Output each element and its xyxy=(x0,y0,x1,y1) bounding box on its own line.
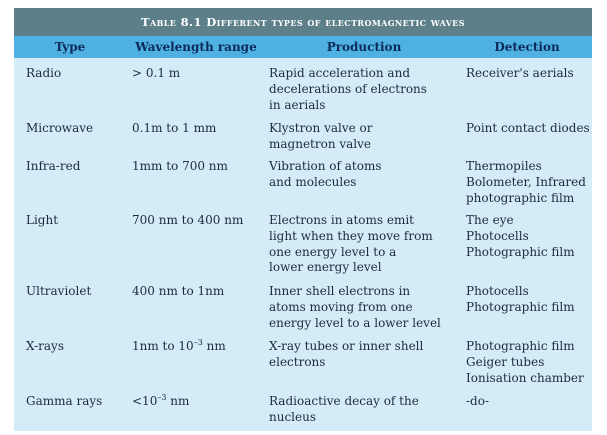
cell-detection: -do- xyxy=(466,394,490,408)
cell-detection: Point contact diodes xyxy=(466,121,590,135)
cell-type: Microwave xyxy=(26,121,94,135)
cell-type: Radio xyxy=(26,66,62,80)
cell-production: Electrons in atoms emit light when they move from one energy level to a lower energy level xyxy=(269,213,433,275)
cell-production: Vibration of atoms and molecules xyxy=(269,159,382,189)
table-title: Different types of electromagnetic waves xyxy=(206,15,465,29)
cell-range: 1nm to $10^{-3}$ nm xyxy=(132,338,226,353)
cell-detection: Photocells Photographic film xyxy=(466,284,575,314)
table-header-row xyxy=(14,36,592,58)
cell-production: Radioactive decay of the nucleus xyxy=(269,394,419,424)
table-row xyxy=(14,159,592,213)
cell-detection: The eye Photocells Photographic film xyxy=(466,213,575,259)
cell-production: Rapid acceleration and decelerations of electrons in aerials xyxy=(269,66,427,112)
cell-range: 700 nm to 400 nm xyxy=(132,213,244,227)
table-number: Table 8.1 xyxy=(141,15,202,29)
cell-range: 400 nm to 1nm xyxy=(132,284,225,298)
cell-range: $<10^{-3}$ nm xyxy=(132,393,190,408)
cell-detection: Photographic film Geiger tubes Ionisation chamber xyxy=(466,339,584,385)
header-production: Production xyxy=(326,40,402,54)
cell-type: Gamma rays xyxy=(26,394,103,408)
table-row xyxy=(14,213,592,284)
header-detection: Detection xyxy=(494,40,560,54)
table-caption xyxy=(14,8,592,36)
table-row xyxy=(14,394,592,430)
cell-detection: Receiver's aerials xyxy=(466,66,574,80)
cell-production: Klystron valve or magnetron valve xyxy=(269,121,373,151)
cell-range: 0.1m to 1 mm xyxy=(132,121,217,135)
table-row xyxy=(14,121,592,159)
cell-detection: Thermopiles Bolometer, Infrared photographic film xyxy=(466,159,586,205)
table-row xyxy=(14,66,592,121)
table-row xyxy=(14,284,592,339)
header-wavelength-range: Wavelength range xyxy=(135,40,257,54)
cell-range: > 0.1 m xyxy=(132,66,181,80)
cell-production: X-ray tubes or inner shell electrons xyxy=(269,339,424,369)
cell-type: Ultraviolet xyxy=(26,284,92,298)
cell-type: X-rays xyxy=(26,339,64,353)
em-waves-table xyxy=(14,8,592,431)
cell-type: Infra-red xyxy=(26,159,81,173)
cell-production: Inner shell electrons in atoms moving from one energy level to a lower level xyxy=(269,284,441,330)
table-row xyxy=(14,339,592,394)
header-type: Type xyxy=(54,40,86,54)
cell-type: Light xyxy=(26,213,59,227)
cell-range: 1mm to 700 nm xyxy=(132,159,228,173)
